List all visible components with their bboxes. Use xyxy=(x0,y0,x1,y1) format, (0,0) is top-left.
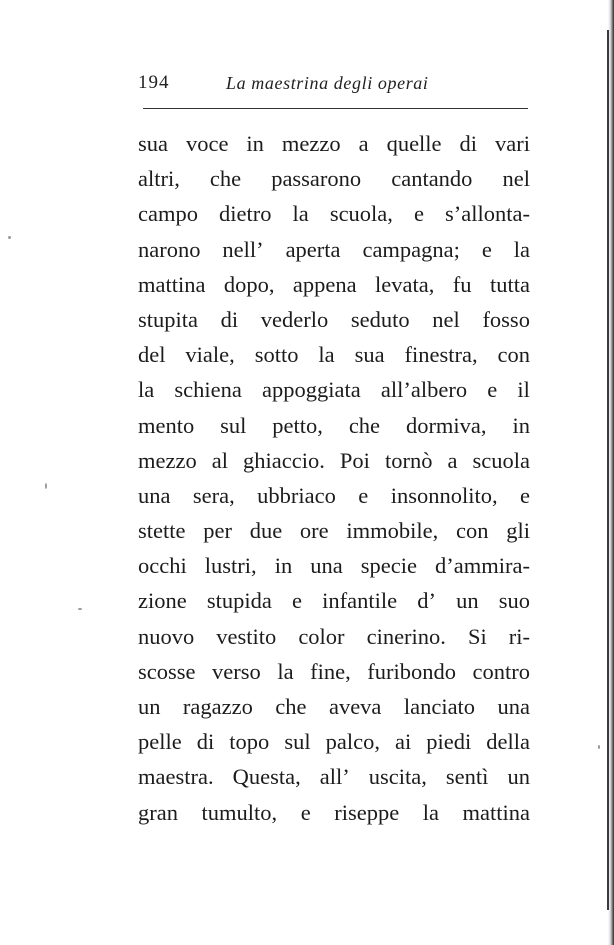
word: maestra. xyxy=(138,764,214,790)
word: sua xyxy=(354,342,385,368)
word: un xyxy=(507,764,530,790)
text-line xyxy=(138,548,530,583)
word: sul xyxy=(284,729,311,755)
word: e xyxy=(520,482,530,508)
word: insonnolito, xyxy=(390,482,498,508)
text-line xyxy=(138,654,530,689)
word: infantile xyxy=(322,588,398,614)
word: e xyxy=(481,236,492,262)
text-line xyxy=(138,337,530,372)
word: topo xyxy=(229,729,270,755)
word: mento xyxy=(138,412,195,438)
word: e xyxy=(487,377,498,403)
word: in xyxy=(512,412,530,438)
word: sera, xyxy=(192,482,235,508)
text-line xyxy=(138,443,530,478)
text-line xyxy=(138,759,530,794)
ink-speck xyxy=(598,745,600,749)
word: cinerino. xyxy=(366,623,446,649)
word: riseppe xyxy=(334,799,400,825)
ink-speck xyxy=(45,483,47,489)
word: furibondo xyxy=(367,658,456,684)
running-title: La maestrina degli operai xyxy=(226,73,429,93)
word: all’albero xyxy=(380,377,468,403)
word: uscita, xyxy=(368,764,427,790)
word: nuovo xyxy=(138,623,195,649)
word: e xyxy=(413,201,424,227)
word: nell’ xyxy=(222,236,264,262)
word: fine, xyxy=(310,658,351,684)
word: specie xyxy=(360,553,417,579)
word: dopo, xyxy=(223,271,275,297)
word: sua xyxy=(138,131,168,156)
word: al xyxy=(211,447,228,473)
word: passarono xyxy=(271,166,362,192)
word: s’allonta- xyxy=(444,201,530,227)
word: levata, xyxy=(375,271,435,297)
word: ore xyxy=(299,518,329,544)
text-line xyxy=(138,619,530,654)
word: dietro xyxy=(219,201,272,227)
word: voce xyxy=(185,131,229,156)
word: lanciato xyxy=(403,694,476,719)
ink-speck xyxy=(78,608,82,610)
word: finestra, xyxy=(404,342,478,368)
word: che xyxy=(275,694,307,719)
word: seduto xyxy=(350,306,410,332)
word: mezzo xyxy=(281,131,341,156)
text-line xyxy=(138,724,530,759)
text-line xyxy=(138,795,530,830)
word: ghiaccio. xyxy=(243,447,325,473)
word: color xyxy=(298,623,345,649)
word: verso xyxy=(212,658,261,684)
word: vestito xyxy=(216,623,277,649)
word: viale, xyxy=(185,342,235,368)
ink-speck xyxy=(8,236,11,239)
word: sotto xyxy=(254,342,299,368)
word: Poi xyxy=(339,447,370,473)
word: appoggiata xyxy=(262,377,361,403)
word: mattina xyxy=(462,799,530,825)
word: petto, xyxy=(272,412,323,438)
word: ubbriaco xyxy=(257,482,336,508)
word: la xyxy=(513,236,530,262)
word: di xyxy=(196,729,215,755)
word: ai xyxy=(394,729,412,755)
word: della xyxy=(486,729,530,755)
word: in xyxy=(246,131,264,156)
body-text xyxy=(138,126,530,830)
word: scuola, xyxy=(329,201,393,227)
word: del xyxy=(138,342,166,368)
word: una xyxy=(310,553,343,579)
word: la xyxy=(318,342,335,368)
word: d’ xyxy=(417,588,436,614)
word: campo xyxy=(138,201,198,227)
text-line xyxy=(138,513,530,548)
text-line xyxy=(138,408,530,443)
word: la xyxy=(422,799,439,825)
word: narono xyxy=(138,236,201,262)
text-line xyxy=(138,196,530,231)
word: scuola xyxy=(472,447,530,473)
word: la xyxy=(292,201,309,227)
word: mattina xyxy=(138,271,206,297)
word: dormiva, xyxy=(405,412,487,438)
running-header xyxy=(138,72,534,102)
word: tumulto, xyxy=(201,799,278,825)
word: fosso xyxy=(482,306,530,332)
word: Si xyxy=(467,623,487,649)
word: e xyxy=(300,799,311,825)
word: un xyxy=(456,588,479,614)
word: mezzo xyxy=(138,447,197,473)
word: altri, xyxy=(138,166,180,192)
word: a xyxy=(447,447,458,473)
word: appena xyxy=(292,271,357,297)
text-line xyxy=(138,161,530,196)
word: scosse xyxy=(138,658,196,684)
word: immobile, xyxy=(346,518,439,544)
word: due xyxy=(249,518,283,544)
word: tornò xyxy=(384,447,433,473)
word: ragazzo xyxy=(182,694,253,719)
word: sentì xyxy=(445,764,489,790)
word: quelle xyxy=(386,131,442,156)
word: suo xyxy=(498,588,530,614)
word: sul xyxy=(220,412,247,438)
word: lustri, xyxy=(204,553,257,579)
word: aveva xyxy=(328,694,382,719)
text-line xyxy=(138,372,530,407)
word: cantando xyxy=(391,166,473,192)
text-line xyxy=(138,302,530,337)
word: un xyxy=(138,694,161,719)
word: gran xyxy=(138,799,178,825)
word: per xyxy=(203,518,232,544)
word: contro xyxy=(472,658,530,684)
word: Questa, xyxy=(232,764,301,790)
header-rule xyxy=(143,108,528,109)
word: e xyxy=(358,482,369,508)
text-line xyxy=(138,267,530,302)
word: di xyxy=(220,306,239,332)
word: palco, xyxy=(325,729,380,755)
word: vederlo xyxy=(260,306,329,332)
page-edge-line xyxy=(607,30,609,910)
word: all’ xyxy=(319,764,350,790)
word: ri- xyxy=(508,623,530,649)
word: zione xyxy=(138,588,187,614)
word: il xyxy=(517,377,530,403)
word: che xyxy=(348,412,381,438)
text-line xyxy=(138,689,530,724)
word: una xyxy=(138,482,171,508)
word: piedi xyxy=(426,729,472,755)
word: pelle xyxy=(138,729,182,755)
word: tutta xyxy=(489,271,530,297)
word: vari xyxy=(495,131,530,156)
word: una xyxy=(497,694,530,719)
word: fu xyxy=(452,271,472,297)
word: nel xyxy=(432,306,460,332)
word: campagna; xyxy=(362,236,460,262)
text-line xyxy=(138,583,530,618)
word: di xyxy=(459,131,478,156)
word: la xyxy=(138,377,155,403)
word: stupida xyxy=(206,588,272,614)
text-line xyxy=(138,232,530,267)
word: schiena xyxy=(174,377,242,403)
word: stette xyxy=(138,518,186,544)
word: con xyxy=(456,518,489,544)
page-number: 194 xyxy=(138,72,170,93)
word: con xyxy=(497,342,530,368)
word: a xyxy=(358,131,369,156)
word: che xyxy=(209,166,242,192)
word: occhi xyxy=(138,553,187,579)
word: stupita xyxy=(138,306,198,332)
word: d’ammira- xyxy=(435,553,530,579)
text-line xyxy=(138,478,530,513)
word: e xyxy=(291,588,302,614)
word: in xyxy=(274,553,293,579)
word: gli xyxy=(506,518,530,544)
word: nel xyxy=(502,166,530,192)
word: la xyxy=(277,658,294,684)
word: aperta xyxy=(285,236,341,262)
text-line xyxy=(138,126,530,161)
